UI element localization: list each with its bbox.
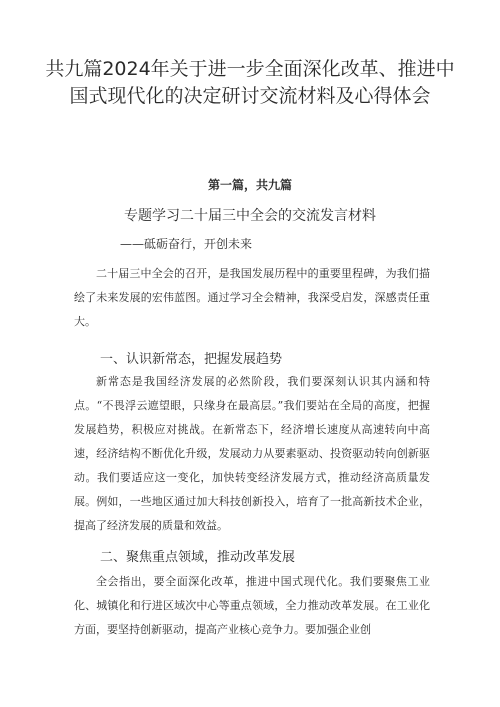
section-heading: 第一篇，共九篇: [207, 178, 292, 192]
speech-title: 专题学习二十届三中全会的交流发言材料: [124, 208, 376, 224]
paragraph-new-normal: 新常态是我国经济发展的必然阶段，我们要深刻认识其内涵和特点。“不畏浮云遮望眼，只缘身在最高层。”我们要站在全局的高度，把握发展趋势，积极应对挑战。在新常态下，经济增长速度从高速转向中高速，经济结构不断优化升级，发展动力从要素驱动、投资驱动转向创新驱动。我们要适应这一变化，加快转变经济发展方式，推动经济高质量发展。例如，一些地区通过加大科技创新投入，培育了一批高新技术企业，提高了经济发展的质量和效益。: [74, 375, 430, 532]
document-title: 共九篇2024年关于进一步全面深化改革、推进中国式现代化的决定研讨交流材料及心得体会: [45, 58, 455, 107]
speech-subtitle: ——砥砺奋行，开创未来: [120, 237, 253, 251]
heading-focus-key-areas: 二、聚焦重点领域，推动改革发展: [100, 550, 296, 565]
heading-recognize-new-normal: 一、认识新常态，把握发展趋势: [100, 352, 283, 367]
intro-paragraph: 二十届三中全会的召开，是我国发展历程中的重要里程碑，为我们描绘了未来发展的宏伟蓝图。通过学习全会精神，我深受启发，深感责任重大。: [74, 267, 430, 328]
paragraph-key-areas: 全会指出，要全面深化改革，推进中国式现代化。我们要聚焦工业化、城镇化和行进区域次中心等重点领域，全力推动改革发展。在工业化方面，要坚持创新驱动，提高产业核心竞争力。要加强企业创: [74, 575, 430, 636]
